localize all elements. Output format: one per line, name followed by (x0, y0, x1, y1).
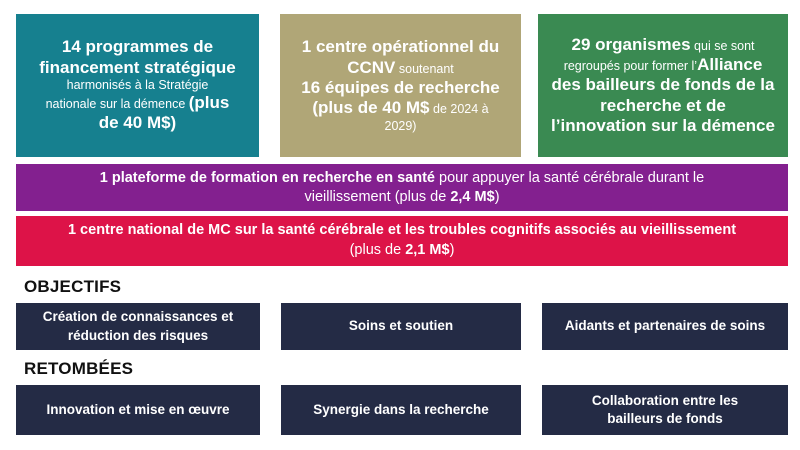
red-part-1: 1 centre national de MC sur la santé cérébrale et les troubles cognitifs associés au vieillissement (67, 222, 737, 239)
green-line-1 (572, 35, 755, 55)
teal-line-2: financement stratégique (39, 57, 236, 77)
training-platform-bar (16, 164, 788, 211)
retombees-heading: RETOMBÉES (24, 359, 134, 378)
teal-line-4 (46, 93, 230, 113)
strategic-funding-programs-box (16, 14, 259, 157)
retombee-item-3: Collaboration entre les bailleurs de fonds (542, 385, 788, 435)
olive-line-4a: (plus de 40 M$ (312, 98, 430, 118)
teal-line-5: de 40 M$) (98, 113, 177, 133)
red-part-4: ) (449, 242, 455, 258)
olive-line-4 (312, 98, 488, 118)
retombee-item-1: Innovation et mise en œuvre (16, 385, 260, 435)
green-line-2 (564, 55, 763, 75)
objectif-item-1: Création de connaissances et réduction des risques (16, 303, 260, 350)
olive-line-2a: CCNV (347, 57, 396, 77)
green-line-2b: Alliance (697, 54, 763, 74)
green-line-5: l’innovation sur la démence (551, 116, 775, 136)
olive-line-1: 1 centre opérationnel du (301, 37, 500, 57)
green-line-1a: 29 organismes (571, 34, 691, 54)
green-line-1b: qui se sont (690, 38, 755, 53)
red-text (68, 221, 736, 260)
red-amount: 2,1 M$ (405, 242, 450, 258)
operational-centre-box (280, 14, 521, 157)
teal-line-1: 14 programmes de (61, 37, 214, 57)
teal-line-4a: nationale sur la démence (45, 97, 189, 111)
objectif-item-2: Soins et soutien (281, 303, 521, 350)
purple-text (66, 169, 738, 207)
green-line-3: des bailleurs de fonds de la (551, 75, 775, 95)
teal-line-4b: (plus (188, 93, 230, 112)
objectif-item-3: Aidants et partenaires de soins (542, 303, 788, 350)
red-part-2: (plus de (349, 242, 406, 258)
objectifs-heading: OBJECTIFS (24, 277, 122, 296)
purple-amount: 2,4 M$ (450, 188, 495, 205)
national-centre-bar (16, 216, 788, 266)
olive-line-2 (347, 58, 454, 78)
red-line-2 (68, 241, 736, 261)
olive-line-5: 2029) (384, 118, 417, 133)
funders-alliance-box (538, 14, 788, 157)
green-line-2a: regroupés pour former l’ (563, 58, 698, 73)
olive-line-4b: de 2024 à (429, 102, 489, 117)
olive-line-3: 16 équipes de recherche (301, 78, 500, 97)
green-line-4: recherche et de (600, 95, 726, 115)
purple-part-1: 1 plateforme de formation en recherche en santé (99, 169, 435, 186)
purple-part-2: pour appuyer la santé cérébrale durant le vieillissement (plus de (304, 169, 705, 205)
teal-line-3: harmonisés à la Stratégie (66, 78, 209, 92)
retombee-item-2: Synergie dans la recherche (281, 385, 521, 435)
purple-part-4: ) (494, 188, 500, 205)
olive-line-2b: soutenant (395, 61, 454, 76)
